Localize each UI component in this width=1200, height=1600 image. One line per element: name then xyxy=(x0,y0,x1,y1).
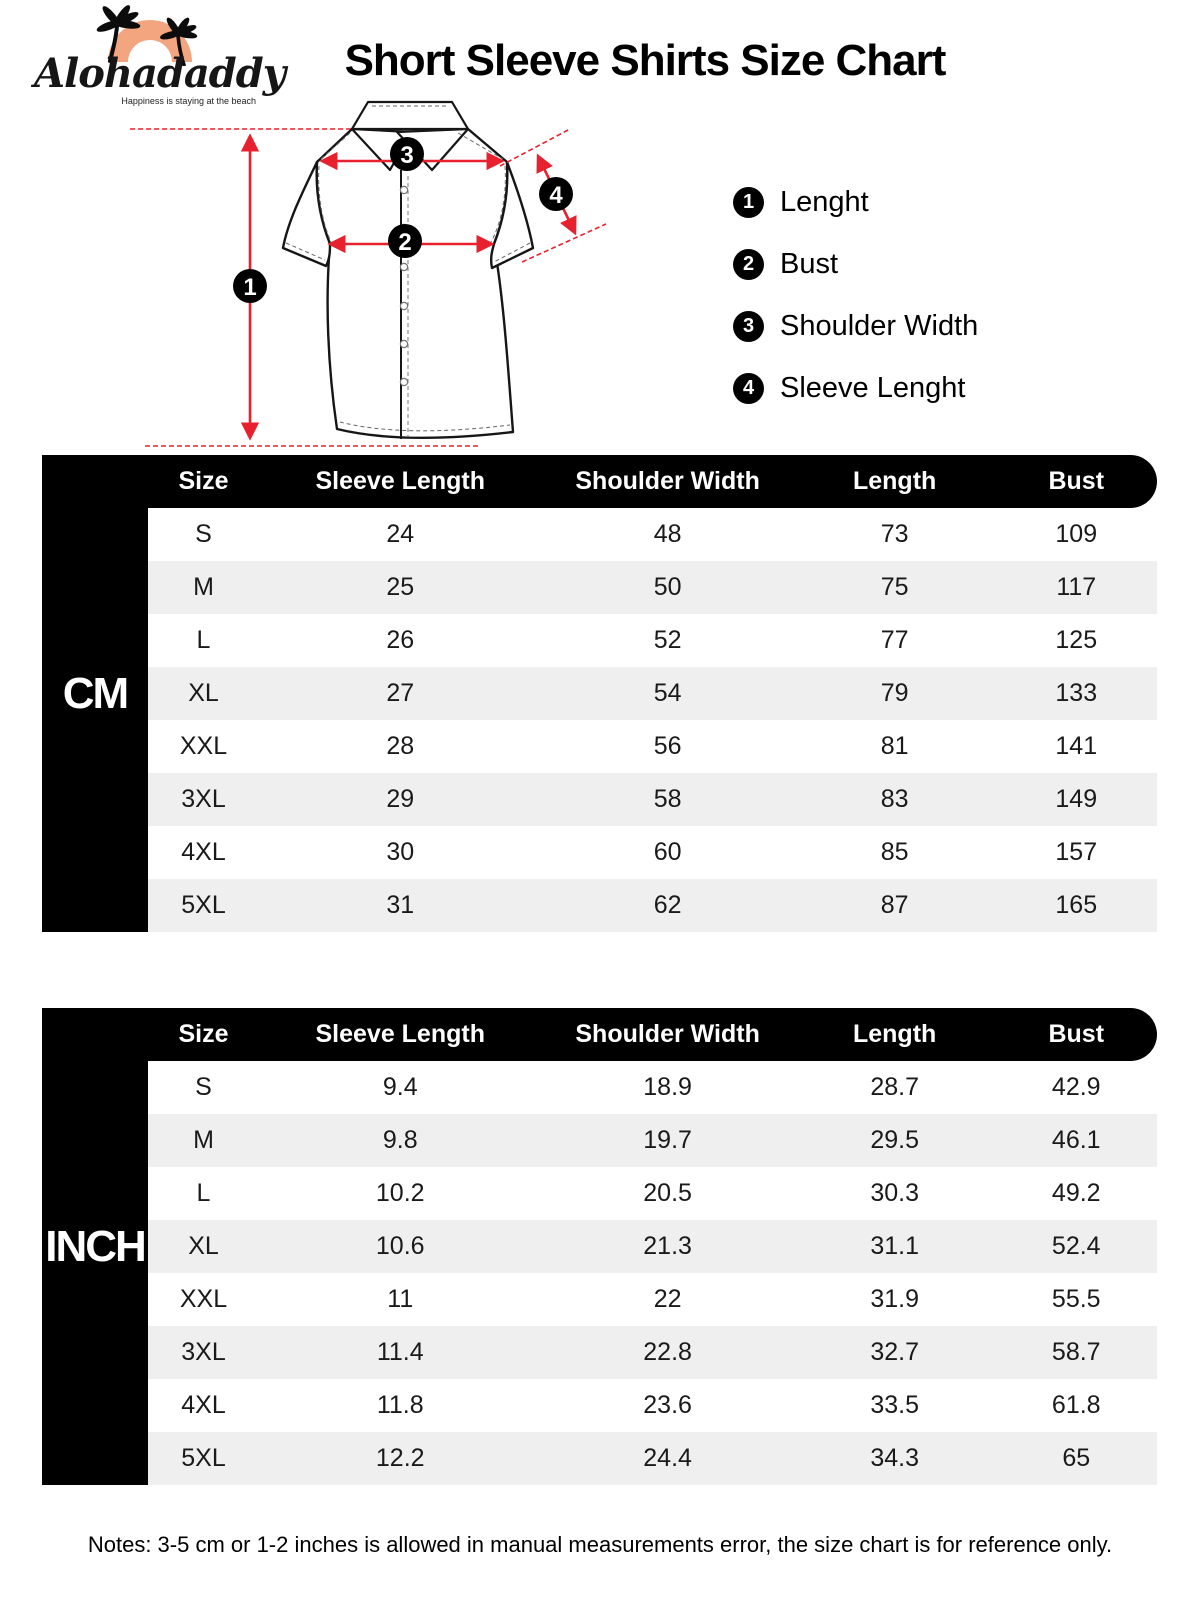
table-cell: 29.5 xyxy=(870,1126,919,1154)
table-cell: 11.4 xyxy=(376,1338,424,1366)
table-cell: 85 xyxy=(880,838,909,866)
legend-item-length xyxy=(733,182,978,223)
inch-table-main xyxy=(148,1008,1157,1485)
table-cell: 4XL xyxy=(181,1391,226,1419)
table-cell: 56 xyxy=(653,732,682,760)
table-cell: XL xyxy=(188,679,219,707)
table-cell: 4XL xyxy=(181,838,226,866)
column-header: Bust xyxy=(1048,467,1105,495)
table-cell: 117 xyxy=(1056,573,1097,601)
table-cell: 58 xyxy=(653,785,682,813)
legend-badge-3: 3 xyxy=(733,311,764,342)
badge-2: 2 xyxy=(398,229,412,256)
table-cell: 12.2 xyxy=(375,1444,425,1472)
table-cell: 31 xyxy=(386,891,415,919)
table-cell: 20.5 xyxy=(643,1179,692,1207)
table-row xyxy=(148,1061,1157,1114)
table-cell: 30 xyxy=(386,838,415,866)
table-cell: 9.8 xyxy=(382,1126,418,1154)
table-cell: 18.9 xyxy=(643,1073,692,1101)
table-cell: 34.3 xyxy=(870,1444,919,1472)
column-header: Length xyxy=(852,467,937,495)
brand-name: Alohadaddy xyxy=(34,50,285,97)
column-header: Sleeve Length xyxy=(315,467,485,495)
table-row xyxy=(148,1114,1157,1167)
table-row xyxy=(148,1326,1157,1379)
table-cell: 29 xyxy=(386,785,415,813)
table-cell: 11.8 xyxy=(376,1391,424,1419)
table-cell: 75 xyxy=(880,573,909,601)
table-row xyxy=(148,879,1157,932)
page-header xyxy=(0,0,1200,106)
legend-item-shoulder-width xyxy=(733,306,978,347)
table-cell: M xyxy=(193,1126,214,1154)
inch-table-header-row xyxy=(148,1008,1157,1061)
cm-table-body xyxy=(148,508,1157,932)
legend-badge-2: 2 xyxy=(733,249,764,280)
table-row xyxy=(148,508,1157,561)
table-cell: S xyxy=(195,520,212,548)
table-cell: 149 xyxy=(1055,785,1098,813)
table-row xyxy=(148,561,1157,614)
table-cell: 32.7 xyxy=(870,1338,919,1366)
table-cell: 5XL xyxy=(181,1444,226,1472)
table-cell: 28.7 xyxy=(870,1073,919,1101)
notes-text: Notes: 3-5 cm or 1-2 inches is allowed in manual measurements error, the size chart is for reference only. xyxy=(87,1532,1113,1557)
unit-label-inch: INCH xyxy=(42,1008,148,1485)
size-table-cm xyxy=(42,455,1157,932)
page-title: Short Sleeve Shirts Size Chart xyxy=(344,36,946,85)
column-header: Bust xyxy=(1048,1020,1105,1048)
table-cell: 81 xyxy=(880,732,909,760)
table-cell: XXL xyxy=(179,732,228,760)
table-cell: 25 xyxy=(386,573,415,601)
column-header: Shoulder Width xyxy=(575,1020,760,1048)
table-cell: 141 xyxy=(1055,732,1098,760)
table-row xyxy=(148,614,1157,667)
table-cell: 23.6 xyxy=(643,1391,692,1419)
table-cell: 165 xyxy=(1055,891,1098,919)
legend-badge-1: 1 xyxy=(733,187,764,218)
table-cell: 3XL xyxy=(181,785,226,813)
cm-table-main xyxy=(148,455,1157,932)
table-cell: 48 xyxy=(653,520,682,548)
table-cell: 19.7 xyxy=(643,1126,692,1154)
size-table-inch xyxy=(42,1008,1157,1485)
table-cell: 133 xyxy=(1055,679,1098,707)
legend-item-sleeve-length xyxy=(733,368,978,409)
table-cell: 30.3 xyxy=(870,1179,919,1207)
table-cell: 10.2 xyxy=(375,1179,425,1207)
badge-4: 4 xyxy=(549,182,563,209)
table-cell: 125 xyxy=(1055,626,1098,654)
table-cell: 28 xyxy=(386,732,415,760)
inch-table-body xyxy=(148,1061,1157,1485)
table-cell: 49.2 xyxy=(1051,1179,1101,1207)
legend-badge-4: 4 xyxy=(733,373,764,404)
column-header: Sleeve Length xyxy=(315,1020,485,1048)
table-cell: 46.1 xyxy=(1051,1126,1101,1154)
table-cell: 61.8 xyxy=(1051,1391,1101,1419)
legend-item-bust xyxy=(733,244,978,285)
table-row xyxy=(148,1379,1157,1432)
table-cell: M xyxy=(193,573,214,601)
table-cell: 58.7 xyxy=(1051,1338,1101,1366)
table-cell: XL xyxy=(188,1232,219,1260)
table-row xyxy=(148,1167,1157,1220)
table-cell: 9.4 xyxy=(382,1073,418,1101)
column-header: Shoulder Width xyxy=(575,467,760,495)
legend-label-bust: Bust xyxy=(780,248,839,280)
table-cell: 50 xyxy=(653,573,682,601)
table-cell: 65 xyxy=(1062,1444,1091,1472)
column-header: Size xyxy=(178,467,229,495)
table-cell: 22.8 xyxy=(643,1338,692,1366)
table-cell: 21.3 xyxy=(643,1232,692,1260)
table-cell: 26 xyxy=(386,626,415,654)
table-cell: 24 xyxy=(386,520,415,548)
table-cell: 42.9 xyxy=(1051,1073,1101,1101)
table-row xyxy=(148,1273,1157,1326)
table-cell: 55.5 xyxy=(1051,1285,1101,1313)
table-cell: 31.9 xyxy=(870,1285,919,1313)
table-cell: 157 xyxy=(1055,838,1098,866)
table-row xyxy=(148,826,1157,879)
table-row xyxy=(148,667,1157,720)
table-cell: 73 xyxy=(880,520,909,548)
table-row xyxy=(148,720,1157,773)
shirt-diagram-illustration xyxy=(0,96,660,454)
table-cell: 27 xyxy=(386,679,415,707)
measurement-diagram xyxy=(0,96,1200,456)
table-cell: 24.4 xyxy=(643,1444,692,1472)
table-cell: 10.6 xyxy=(375,1232,425,1260)
legend-label-length: Lenght xyxy=(780,186,869,218)
column-header: Size xyxy=(178,1020,229,1048)
table-cell: S xyxy=(195,1073,212,1101)
table-row xyxy=(148,1220,1157,1273)
table-cell: 52 xyxy=(653,626,682,654)
unit-label-cm: CM xyxy=(42,455,148,932)
table-cell: 31.1 xyxy=(870,1232,919,1260)
table-cell: 60 xyxy=(653,838,682,866)
table-cell: 62 xyxy=(653,891,682,919)
table-cell: L xyxy=(196,626,211,654)
table-cell: L xyxy=(196,1179,211,1207)
table-cell: XXL xyxy=(179,1285,228,1313)
legend-label-sleeve-length: Sleeve Lenght xyxy=(780,372,966,404)
table-cell: 83 xyxy=(880,785,909,813)
table-cell: 5XL xyxy=(181,891,226,919)
table-cell: 22 xyxy=(653,1285,682,1313)
badge-3: 3 xyxy=(400,142,414,169)
table-cell: 109 xyxy=(1055,520,1098,548)
table-cell: 79 xyxy=(880,679,909,707)
table-cell: 3XL xyxy=(181,1338,226,1366)
table-cell: 77 xyxy=(880,626,909,654)
column-header: Length xyxy=(852,1020,937,1048)
table-row xyxy=(148,773,1157,826)
legend-label-shoulder-width: Shoulder Width xyxy=(780,310,979,342)
table-row xyxy=(148,1432,1157,1485)
table-cell: 54 xyxy=(653,679,682,707)
brand-tagline: Happiness is staying at the beach xyxy=(121,96,256,106)
table-cell: 11 xyxy=(387,1285,414,1313)
badge-1: 1 xyxy=(243,274,257,301)
table-cell: 87 xyxy=(880,891,909,919)
table-cell: 52.4 xyxy=(1051,1232,1101,1260)
table-cell: 33.5 xyxy=(870,1391,919,1419)
brand-logo xyxy=(34,4,285,106)
cm-table-header-row xyxy=(148,455,1157,508)
measurement-legend xyxy=(733,182,978,409)
